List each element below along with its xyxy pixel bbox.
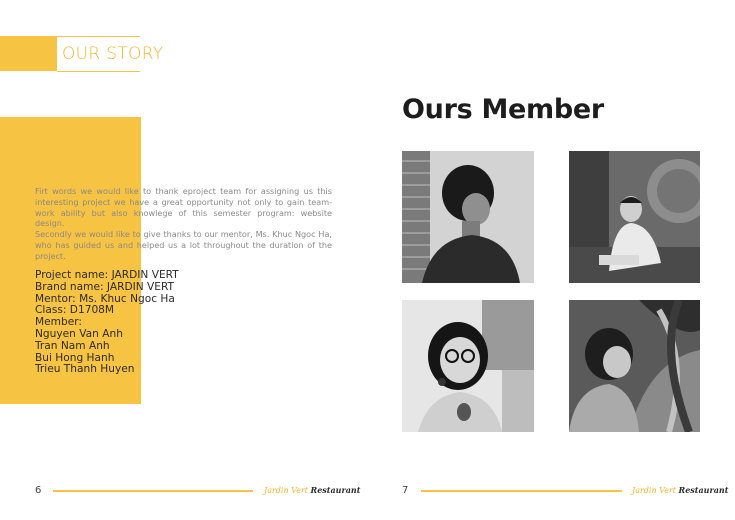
member-item: Trieu Thanh Huyen xyxy=(35,363,135,376)
header-rule-top xyxy=(57,36,140,37)
page-number-left: 6 xyxy=(35,485,42,496)
mentor-name: Mentor: Ms. Khuc Ngoc Ha xyxy=(35,292,175,305)
member-photo xyxy=(569,300,700,432)
brand-name-italic: Jardin Vert xyxy=(632,486,676,495)
member-label: Member: xyxy=(35,316,82,329)
intro-paragraph: Secondly we would like to give thanks to our mentor, Ms. Khuc Ngoc Ha, who has guided us and helped us a lot throughout the duration of the project. xyxy=(35,229,332,261)
footer-rule-right xyxy=(421,490,622,492)
project-name: Project name: JARDIN VERT xyxy=(35,269,179,281)
header-rule-bottom xyxy=(57,71,140,72)
member-item: Tran Nam Anh xyxy=(35,339,110,352)
brand-name: Brand name: JARDIN VERT xyxy=(35,280,175,293)
member-photo xyxy=(402,151,534,283)
page-number-right: 7 xyxy=(402,485,409,496)
member-photo xyxy=(402,300,534,432)
intro-paragraph: Firt words we would like to thank eproject team for assigning us this interesting project we have a great opportunity not only to gain team-work ability but also knowlege of this semester program: website design. xyxy=(35,186,332,229)
member-photo xyxy=(569,151,700,283)
members-title: Ours Member xyxy=(402,94,604,125)
brand-name-bold: Restaurant xyxy=(678,485,729,495)
member-item: Nguyen Van Anh xyxy=(35,327,123,340)
header-accent-bar xyxy=(0,36,57,71)
class-name: Class: D1708M xyxy=(35,304,115,317)
brand-name-italic: Jardin Vert xyxy=(264,486,308,495)
intro-text xyxy=(35,186,332,262)
footer-brand-right xyxy=(632,485,728,495)
footer-brand-left xyxy=(264,485,360,495)
section-title: OUR STORY xyxy=(62,44,164,64)
project-info xyxy=(35,270,179,376)
footer-rule-left xyxy=(53,490,253,492)
brand-name-bold: Restaurant xyxy=(310,485,361,495)
member-item: Bui Hong Hanh xyxy=(35,351,115,364)
